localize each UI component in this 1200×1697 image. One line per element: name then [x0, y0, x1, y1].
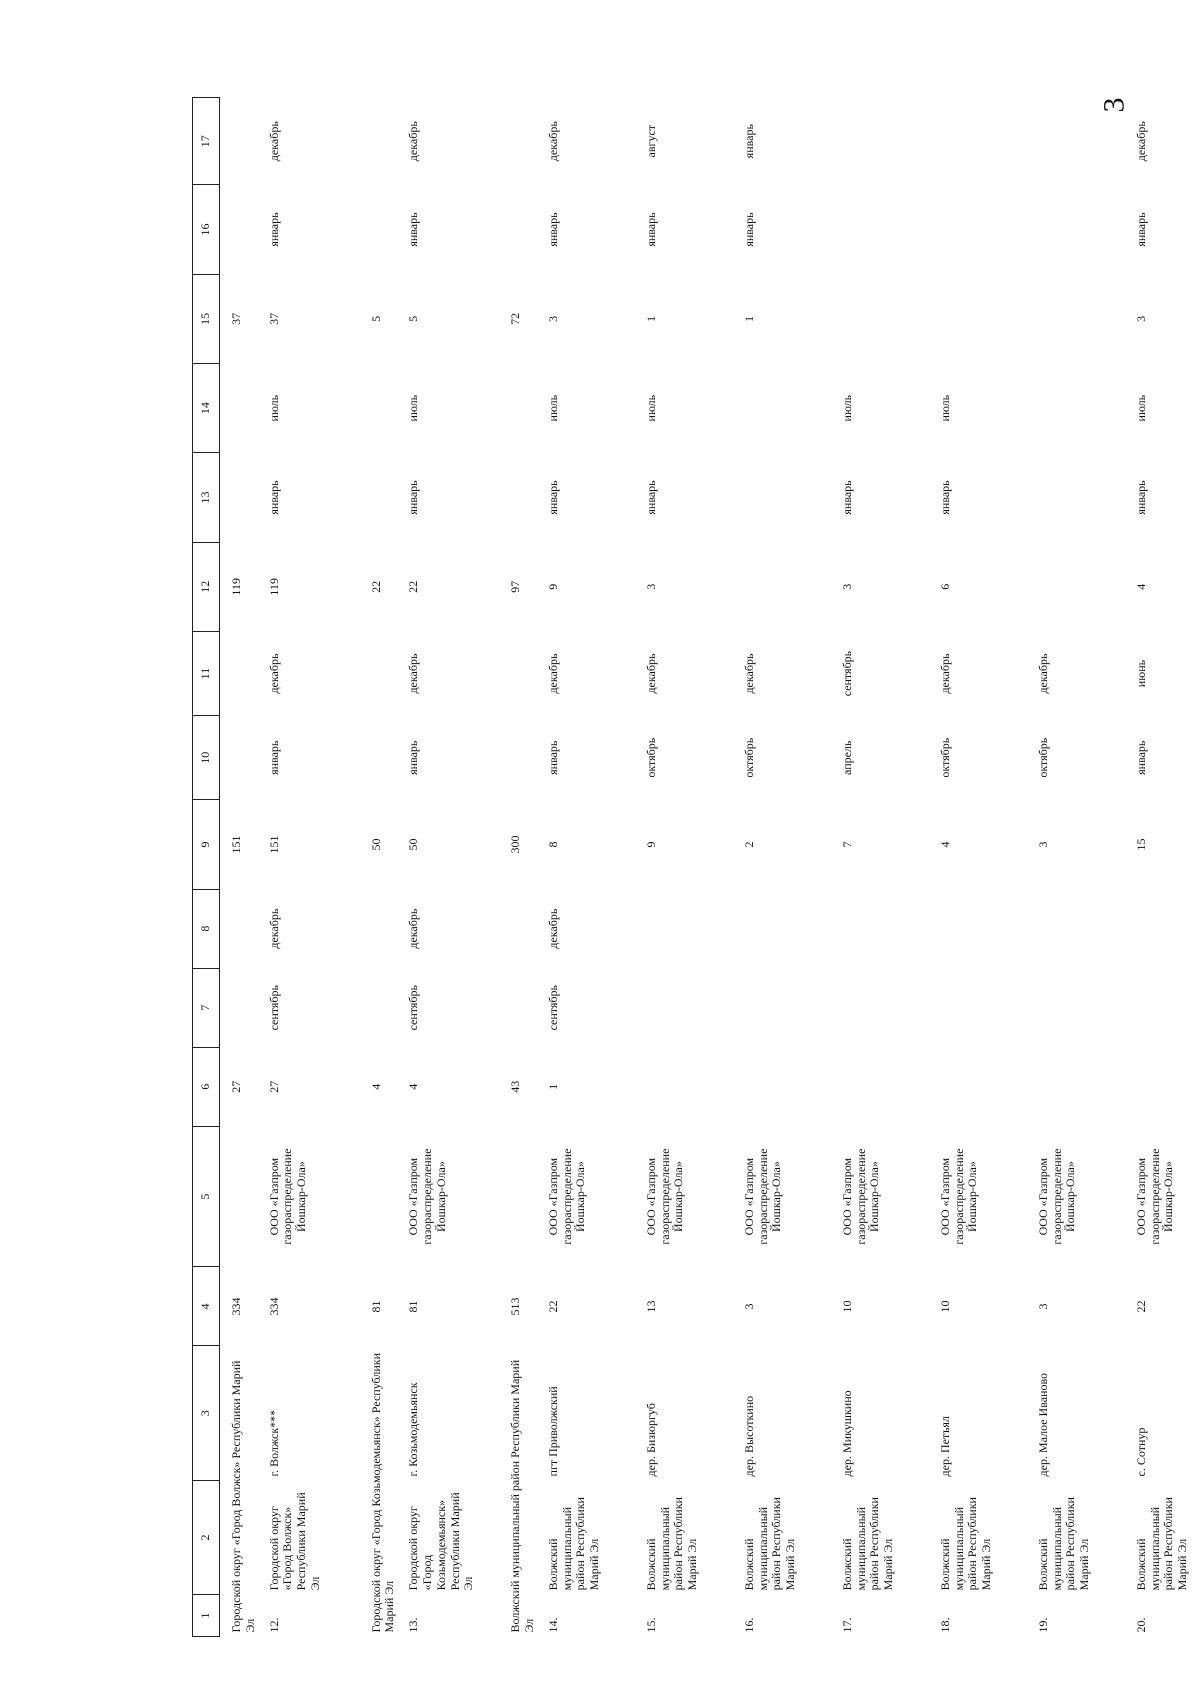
group-total-cell: 119 [229, 578, 243, 596]
cell-col-10: октябрь [937, 737, 952, 778]
cell-col-16: январь [545, 212, 560, 247]
group-total-row [220, 98, 262, 1637]
cell-col-1: 19. [1035, 1617, 1050, 1633]
group-total-cell [360, 968, 402, 1047]
cell-col-12: 4 [1133, 583, 1148, 590]
cell-col-9: 15 [1133, 838, 1148, 851]
cell-col-8 [737, 889, 835, 968]
cell-col-10: январь [266, 740, 281, 775]
cell-col-2: Волжский муниципальный район Республики Марий Эл [545, 1497, 602, 1591]
cell-col-16: январь [266, 212, 281, 247]
table-header [193, 98, 220, 1637]
column-number-9: 9 [193, 800, 220, 889]
group-total-cell [499, 1126, 541, 1267]
cell-col-8 [1031, 889, 1129, 968]
cell-col-16: январь [1133, 212, 1148, 247]
group-total-cell [360, 364, 402, 453]
cell-col-6 [737, 1047, 835, 1126]
group-title: Волжский муниципальный район Республики Марий Эл [508, 1359, 536, 1633]
cell-col-6 [1129, 1047, 1200, 1126]
column-number-3: 3 [193, 1346, 220, 1480]
cell-col-11: июнь [1133, 659, 1148, 688]
cell-col-4: 13 [643, 1300, 658, 1313]
cell-col-7 [737, 968, 835, 1047]
group-total-cell: 22 [368, 580, 383, 593]
column-number-11: 11 [193, 631, 220, 715]
cell-col-9: 8 [545, 841, 560, 848]
group-total-cell [499, 631, 541, 715]
column-number-10: 10 [193, 716, 220, 800]
cell-col-4: 3 [1035, 1303, 1050, 1310]
cell-col-14: июль [1133, 394, 1148, 422]
cell-col-13 [1031, 453, 1129, 542]
cell-col-12 [737, 542, 835, 631]
column-number-14: 14 [193, 364, 220, 453]
group-total-cell: 5 [368, 315, 383, 322]
cell-col-17: декабрь [1133, 121, 1148, 162]
cell-col-9: 9 [643, 841, 658, 848]
cell-col-7 [639, 968, 737, 1047]
group-total-cell [499, 98, 541, 185]
cell-col-3: г. Козьмодемьянск [406, 1382, 421, 1477]
cell-col-14: июль [266, 394, 281, 422]
group-total-cell [360, 185, 402, 274]
cell-col-10: октябрь [741, 737, 756, 778]
group-total-cell [360, 631, 402, 715]
group-total-cell [220, 889, 262, 968]
cell-col-11: декабрь [406, 653, 421, 694]
cell-col-5: ООО «Газпром газораспределение Йошкар-Ола» [643, 1148, 686, 1245]
cell-col-12: 3 [839, 583, 854, 590]
cell-col-3: г. Волжск*** [266, 1409, 281, 1477]
cell-col-11: декабрь [545, 653, 560, 694]
cell-col-11: декабрь [937, 653, 952, 694]
cell-col-13: январь [1133, 480, 1148, 515]
cell-col-7 [933, 968, 1031, 1047]
cell-col-13: январь [266, 480, 281, 515]
column-number-16: 16 [193, 185, 220, 274]
cell-col-8: декабрь [545, 908, 560, 949]
cell-col-6 [835, 1047, 933, 1126]
column-number-6: 6 [193, 1047, 220, 1126]
column-number-17: 17 [193, 98, 220, 185]
group-total-cell [499, 716, 541, 800]
cell-col-15: 37 [266, 312, 281, 325]
cell-col-5: ООО «Газпром газораспределение Йошкар-Ола» [1035, 1148, 1078, 1245]
cell-col-14: июль [406, 394, 421, 422]
column-number-2: 2 [193, 1480, 220, 1594]
group-total-cell [360, 716, 402, 800]
cell-col-8: декабрь [406, 908, 421, 949]
cell-col-6: 4 [406, 1083, 421, 1090]
group-total-cell: 50 [368, 838, 383, 851]
cell-col-16: январь [406, 212, 421, 247]
cell-col-8 [835, 889, 933, 968]
cell-col-17: январь [741, 124, 756, 159]
cell-col-1: 14. [545, 1617, 560, 1633]
cell-col-15: 3 [545, 315, 560, 322]
cell-col-4: 10 [937, 1300, 952, 1313]
group-total-cell [220, 1126, 262, 1267]
cell-col-16 [835, 185, 933, 274]
group-total-cell: 4 [368, 1083, 383, 1090]
group-total-cell [360, 453, 402, 542]
group-total-cell [499, 185, 541, 274]
cell-col-15: 3 [1133, 315, 1148, 322]
cell-col-2: Волжский муниципальный район Республики Марий Эл [1035, 1497, 1092, 1591]
cell-col-14: июль [643, 394, 658, 422]
cell-col-8: декабрь [266, 908, 281, 949]
cell-col-5: ООО «Газпром газораспределение Йошкар-Ола» [266, 1148, 309, 1245]
cell-col-1: 17. [839, 1617, 854, 1633]
cell-col-1: 13. [406, 1617, 421, 1633]
cell-col-13: январь [937, 480, 952, 515]
cell-col-17 [933, 98, 1031, 185]
column-number-5: 5 [193, 1126, 220, 1267]
cell-col-8 [933, 889, 1031, 968]
cell-col-12 [1031, 542, 1129, 631]
cell-col-2: Городской округ «Город Козьмодемьянск» Республики Марий Эл [406, 1492, 476, 1591]
cell-col-4: 10 [839, 1300, 854, 1313]
cell-col-2: Волжский муниципальный район Республики Марий Эл [839, 1497, 896, 1591]
cell-col-10: октябрь [643, 737, 658, 778]
cell-col-5: ООО «Газпром газораспределение Йошкар-Ола» [937, 1148, 980, 1245]
cell-col-7: сентябрь [266, 985, 281, 1031]
cell-col-17: август [643, 124, 658, 158]
cell-col-15: 1 [643, 315, 658, 322]
group-total-cell [499, 364, 541, 453]
cell-col-7 [1129, 968, 1200, 1047]
cell-col-12: 9 [545, 583, 560, 590]
cell-col-6 [639, 1047, 737, 1126]
group-total-cell [220, 98, 262, 185]
cell-col-7 [1031, 968, 1129, 1047]
cell-col-14: июль [839, 394, 854, 422]
cell-col-17: декабрь [406, 121, 421, 162]
cell-col-9: 151 [266, 835, 281, 854]
cell-col-10: январь [545, 740, 560, 775]
column-number-7: 7 [193, 968, 220, 1047]
cell-col-11: декабрь [1035, 653, 1050, 694]
cell-col-3: дер. Микушкино [839, 1390, 854, 1477]
cell-col-3: с. Сотнур [1133, 1427, 1148, 1477]
group-title: Городской округ «Город Козьмодемьянск» Республики Марий Эл [368, 1352, 397, 1633]
table-row [401, 98, 499, 1637]
cell-col-8 [639, 889, 737, 968]
cell-col-2: Городской округ «Город Волжск» Республики Марий Эл [266, 1492, 322, 1591]
group-total-row [499, 98, 541, 1637]
cell-col-17 [1031, 98, 1129, 185]
cell-col-5: ООО «Газпром газораспределение Йошкар-Ола» [406, 1148, 448, 1245]
cell-col-11: декабрь [266, 653, 281, 694]
group-total-cell [360, 1126, 402, 1267]
group-total-cell: 334 [229, 1297, 243, 1316]
cell-col-3: пгт Приволжский [545, 1386, 560, 1477]
table-row [737, 98, 835, 1637]
cell-col-14: июль [545, 394, 560, 422]
column-number-13: 13 [193, 453, 220, 542]
cell-col-7: сентябрь [406, 985, 421, 1031]
rotated-table-container [192, 97, 1190, 1637]
cell-col-7: сентябрь [545, 985, 560, 1031]
cell-col-8 [1129, 889, 1200, 968]
cell-col-4: 81 [406, 1300, 421, 1313]
cell-col-10: январь [406, 740, 421, 775]
cell-col-6 [1031, 1047, 1129, 1126]
column-number-4: 4 [193, 1267, 220, 1346]
cell-col-17: декабрь [545, 121, 560, 162]
cell-col-11: декабрь [741, 653, 756, 694]
cell-col-1: 15. [643, 1617, 658, 1633]
cell-col-13: январь [839, 480, 854, 515]
column-number-8: 8 [193, 889, 220, 968]
group-total-cell: 151 [229, 835, 243, 854]
group-total-cell [220, 185, 262, 274]
cell-col-2: Волжский муниципальный район Республики Марий Эл [741, 1497, 798, 1591]
cell-col-14: июль [937, 394, 952, 422]
cell-col-1: 12. [266, 1617, 281, 1633]
cell-col-11: сентябрь [839, 650, 854, 697]
table-row [639, 98, 737, 1637]
cell-col-4: 3 [741, 1303, 756, 1310]
cell-col-16: январь [741, 212, 756, 247]
cell-col-6: 27 [266, 1080, 281, 1093]
cell-col-3: дер. Малое Иваново [1035, 1372, 1050, 1477]
group-total-cell [220, 364, 262, 453]
cell-col-1: 16. [741, 1617, 756, 1633]
table-row [1031, 98, 1129, 1637]
cell-col-2: Волжский муниципальный район Республики Марий Эл [1133, 1497, 1190, 1591]
group-title: Городской округ «Город Волжск» Республики Марий Эл [229, 1360, 257, 1633]
cell-col-9: 3 [1035, 841, 1050, 848]
cell-col-3: дер. Бизюргуб [643, 1403, 658, 1477]
cell-col-12: 6 [937, 583, 952, 590]
group-total-cell: 37 [229, 312, 243, 325]
page-number: 3 [1097, 97, 1131, 113]
cell-col-5: ООО «Газпром газораспределение Йошкар-Ола» [839, 1148, 882, 1245]
cell-col-2: Волжский муниципальный район Республики Марий Эл [643, 1497, 700, 1591]
cell-col-9: 50 [406, 838, 421, 851]
group-total-cell [220, 453, 262, 542]
gasification-schedule-table [192, 97, 1200, 1637]
cell-col-4: 22 [1133, 1300, 1148, 1313]
group-total-cell: 81 [368, 1300, 383, 1313]
table-row [835, 98, 933, 1637]
cell-col-16 [1031, 185, 1129, 274]
group-total-cell [499, 453, 541, 542]
column-number-row [193, 98, 220, 1637]
cell-col-17: декабрь [266, 121, 281, 162]
group-total-cell [360, 889, 402, 968]
cell-col-14 [1031, 364, 1129, 453]
cell-col-6: 1 [545, 1083, 560, 1090]
cell-col-13 [737, 453, 835, 542]
cell-col-15: 5 [406, 315, 421, 322]
cell-col-9: 7 [839, 841, 854, 848]
group-total-cell: 513 [508, 1297, 523, 1316]
cell-col-5: ООО «Газпром газораспределение Йошкар-Ола» [741, 1148, 784, 1245]
cell-col-9: 4 [937, 841, 952, 848]
cell-col-16 [933, 185, 1031, 274]
cell-col-6 [933, 1047, 1031, 1126]
cell-col-13: январь [406, 480, 421, 515]
group-total-cell [220, 968, 262, 1047]
group-total-cell [220, 716, 262, 800]
table-row [1129, 98, 1200, 1637]
cell-col-1: 18. [937, 1617, 952, 1633]
cell-col-14 [737, 364, 835, 453]
column-number-1: 1 [193, 1594, 220, 1636]
table-body [220, 98, 1200, 1637]
cell-col-10: январь [1133, 740, 1148, 775]
group-total-cell: 300 [508, 835, 523, 854]
cell-col-4: 334 [266, 1297, 281, 1316]
column-number-12: 12 [193, 542, 220, 631]
cell-col-10: октябрь [1035, 737, 1050, 778]
cell-col-5: ООО «Газпром газораспределение Йошкар-Ола» [545, 1148, 588, 1245]
cell-col-17 [835, 98, 933, 185]
table-row [262, 98, 360, 1637]
cell-col-3: дер. Высоткино [741, 1395, 756, 1477]
cell-col-12: 3 [643, 583, 658, 590]
cell-col-13: январь [643, 480, 658, 515]
group-total-cell: 97 [508, 580, 523, 593]
cell-col-2: Волжский муниципальный район Республики Марий Эл [937, 1497, 994, 1591]
cell-col-3: дер. Петъял [937, 1416, 952, 1477]
cell-col-7 [835, 968, 933, 1047]
cell-col-13: январь [545, 480, 560, 515]
cell-col-16: январь [643, 212, 658, 247]
group-total-cell [499, 889, 541, 968]
cell-col-15 [835, 274, 933, 363]
cell-col-15 [1031, 274, 1129, 363]
table-row [933, 98, 1031, 1637]
group-total-row [360, 98, 402, 1637]
cell-col-4: 22 [545, 1300, 560, 1313]
cell-col-5: ООО «Газпром газораспределение Йошкар-Ола» [1133, 1148, 1176, 1245]
table-row [541, 98, 639, 1637]
cell-col-12: 119 [266, 578, 281, 596]
cell-col-15: 1 [741, 315, 756, 322]
cell-col-9: 2 [741, 841, 756, 848]
cell-col-11: декабрь [643, 653, 658, 694]
group-total-cell [499, 968, 541, 1047]
cell-col-15 [933, 274, 1031, 363]
cell-col-12: 22 [406, 580, 421, 593]
group-total-cell: 27 [229, 1080, 243, 1093]
group-total-cell: 72 [508, 312, 523, 325]
group-total-cell [220, 631, 262, 715]
group-total-cell: 43 [508, 1080, 523, 1093]
cell-col-1: 20. [1133, 1617, 1148, 1633]
column-number-15: 15 [193, 274, 220, 363]
cell-col-10: апрель [839, 740, 854, 775]
group-total-cell [360, 98, 402, 185]
